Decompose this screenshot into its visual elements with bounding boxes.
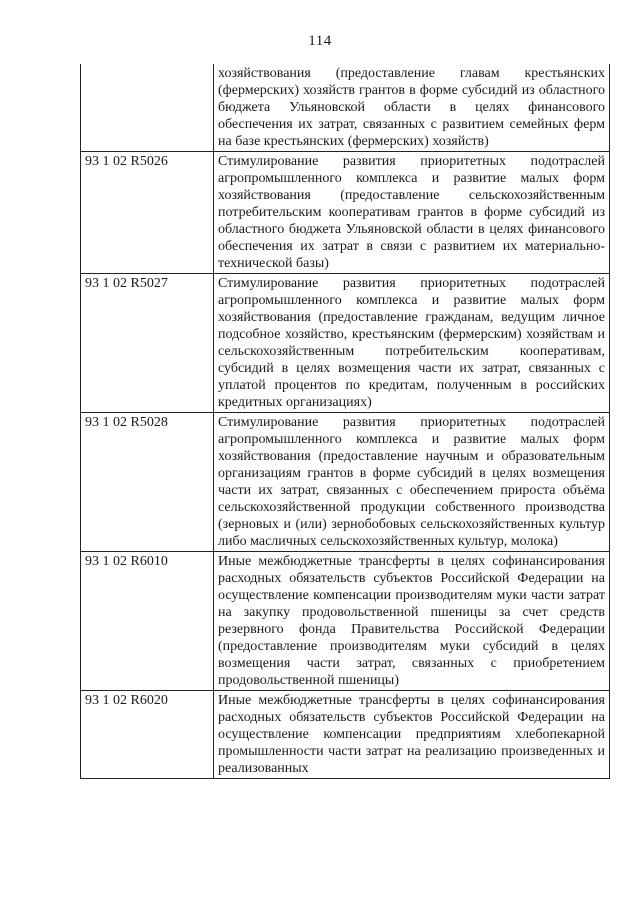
row-code: 93 1 02 R6010 [81,552,214,691]
table-row [81,152,610,274]
row-code: 93 1 02 R5027 [81,274,214,413]
row-description: Иные межбюджетные трансферты в целях софинансирования расходных обязательств субъектов Российской Федерации на осуществление компенсации производителям муки части затрат на закупку продовольственной пшеницы за счет средств резервного фонда Правительства Российской Федерации (предоставление производителям муки субсидий в целях возмещения части затрат, связанных с приобретением продовольственной пшеницы) [214,552,610,691]
row-code: 93 1 02 R5026 [81,152,214,274]
row-code [81,64,214,152]
table-row [81,691,610,779]
row-description: Стимулирование развития приоритетных подотраслей агропромышленного комплекса и развитие малых форм хозяйствования (предоставление научным и образовательным организациям грантов в форме субсидий в целях возмещения части их затрат, связанных с обеспечением прироста объёма сельскохозяйственной продукции собственного производства (зерновых и (или) зернобобовых сельскохозяйственных культур либо масличных сельскохозяйственных культур, молока) [214,413,610,552]
budget-classification-table [80,64,610,779]
table-row [81,64,610,152]
row-description: Иные межбюджетные трансферты в целях софинансирования расходных обязательств субъектов Российской Федерации на осуществление компенсации предприятиям хлебопекарной промышленности части затрат на реализацию произведенных и реализованных [214,691,610,779]
table-row [81,552,610,691]
row-description: хозяйствования (предоставление главам крестьянских (фермерских) хозяйств грантов в форме субсидий из областного бюджета Ульяновской области в целях финансового обеспечения их затрат, связанных с развитием семейных ферм на базе крестьянских (фермерских) хозяйств) [214,64,610,152]
row-code: 93 1 02 R6020 [81,691,214,779]
page-number: 114 [308,33,332,49]
row-description: Стимулирование развития приоритетных подотраслей агропромышленного комплекса и развитие малых форм хозяйствования (предоставление сельскохозяйственным потребительским кооперативам грантов в форме субсидий из областного бюджета Ульяновской области в целях финансового обеспечения их затрат в связи с развитием их материально-технической базы) [214,152,610,274]
table-row [81,274,610,413]
row-code: 93 1 02 R5028 [81,413,214,552]
table-row [81,413,610,552]
row-description: Стимулирование развития приоритетных подотраслей агропромышленного комплекса и развитие малых форм хозяйствования (предоставление гражданам, ведущим личное подсобное хозяйство, крестьянским (фермерским) хозяйствам и сельскохозяйственным потребительским кооперативам, субсидий в целях возмещения части их затрат, связанных с уплатой процентов по кредитам, полученным в российских кредитных организациях) [214,274,610,413]
